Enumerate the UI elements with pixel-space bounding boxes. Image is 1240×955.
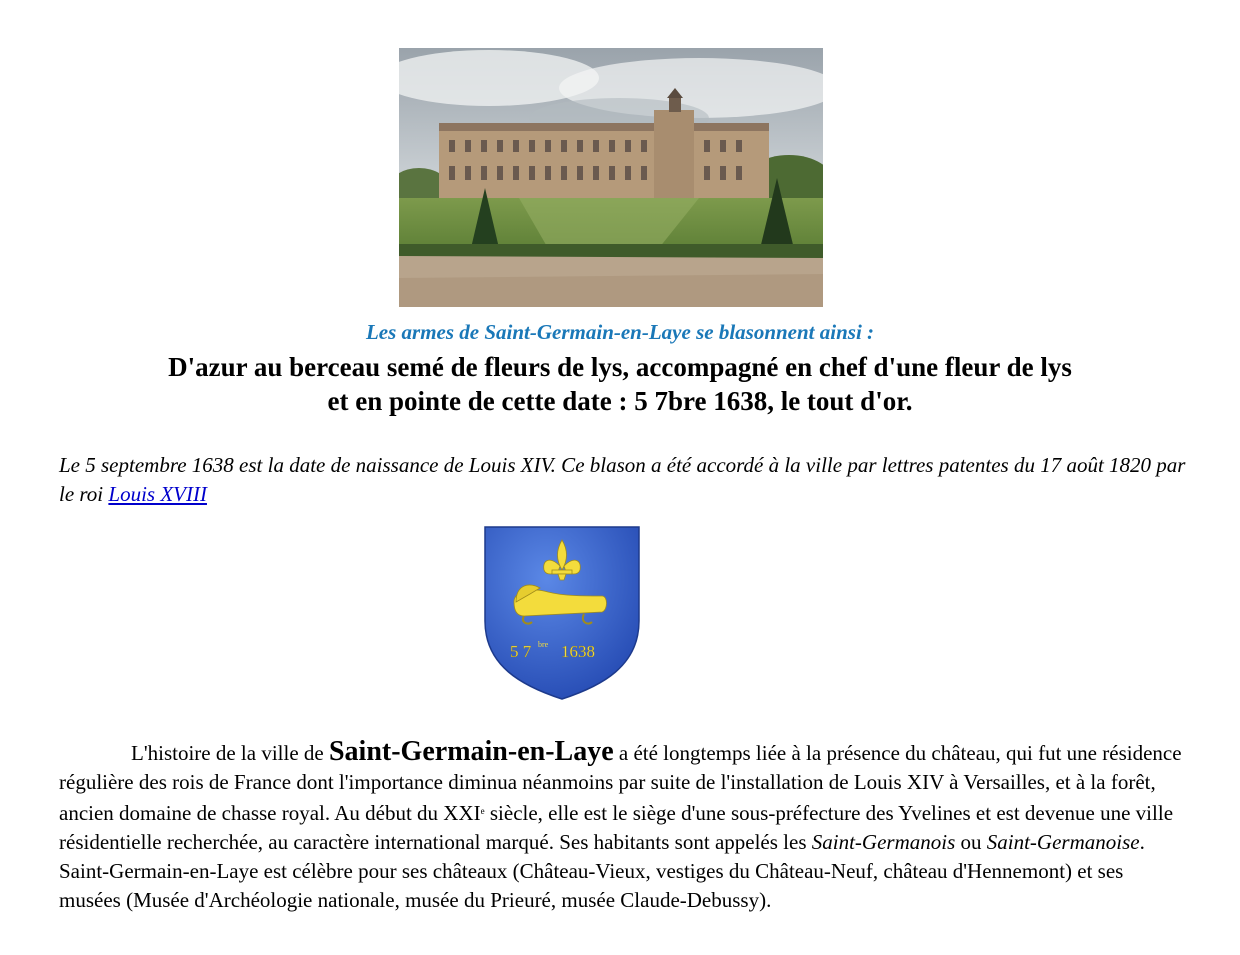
blazon-description [0,350,1240,418]
chateau-photo [399,48,823,307]
history-text-2: a été longtemps liée à la présence du château, qui fut une résidence régulière des rois de France dont l'importance diminua néanmoins par suite de l'installation de Louis XIV à Versailles, et à la forêt, ancien domaine de chasse royal. Au début du XXI [59,741,1182,825]
coat-of-arms [484,526,640,700]
demonym-masculine: Saint-Germanois [811,830,956,854]
history-text-4: ou [955,830,987,854]
history-text-1: L'histoire de la ville de [131,741,329,765]
history-paragraph [59,737,1189,915]
louis-xviii-link[interactable]: Louis XVIII [108,482,207,506]
town-name: Saint-Germain-en-Laye [328,736,614,767]
shield-date-sup: bre [538,640,549,649]
blazon-line-1: D'azur au berceau semé de fleurs de lys, accompagné en chef d'une fleur de lys [168,352,1072,382]
blazon-line-2: et en pointe de cette date : 5 7bre 1638, le tout d'or. [327,386,913,416]
armes-intro: Les armes de Saint-Germain-en-Laye se blasonnent ainsi : [365,320,875,344]
shield-date-right: 1638 [561,642,595,661]
birth-note-text: Le 5 septembre 1638 est la date de naissance de Louis XIV. Ce blason a été accordé à la ville par lettres patentes du 17 août 1820 par le roi [59,453,1186,506]
century-sup: e [480,806,485,816]
birth-note [59,451,1189,509]
shield-date-left: 5 7 [510,642,532,661]
history-text-3: siècle, elle est le siège d'une sous-préfecture des Yvelines et est devenue une ville résidentielle recherchée, au caractère international marqué. Ses habitants sont appelés les [59,801,1174,854]
demonym-feminine: Saint-Germanoise [986,830,1140,854]
history-text-5: . Saint-Germain-en-Laye est célèbre pour ses châteaux (Château-Vieux, vestiges du Château-Neuf, château d'Hennemont) et ses musées (Musée d'Archéologie nationale, musée du Prieuré, musée Claude-Debussy). [59,830,1145,912]
